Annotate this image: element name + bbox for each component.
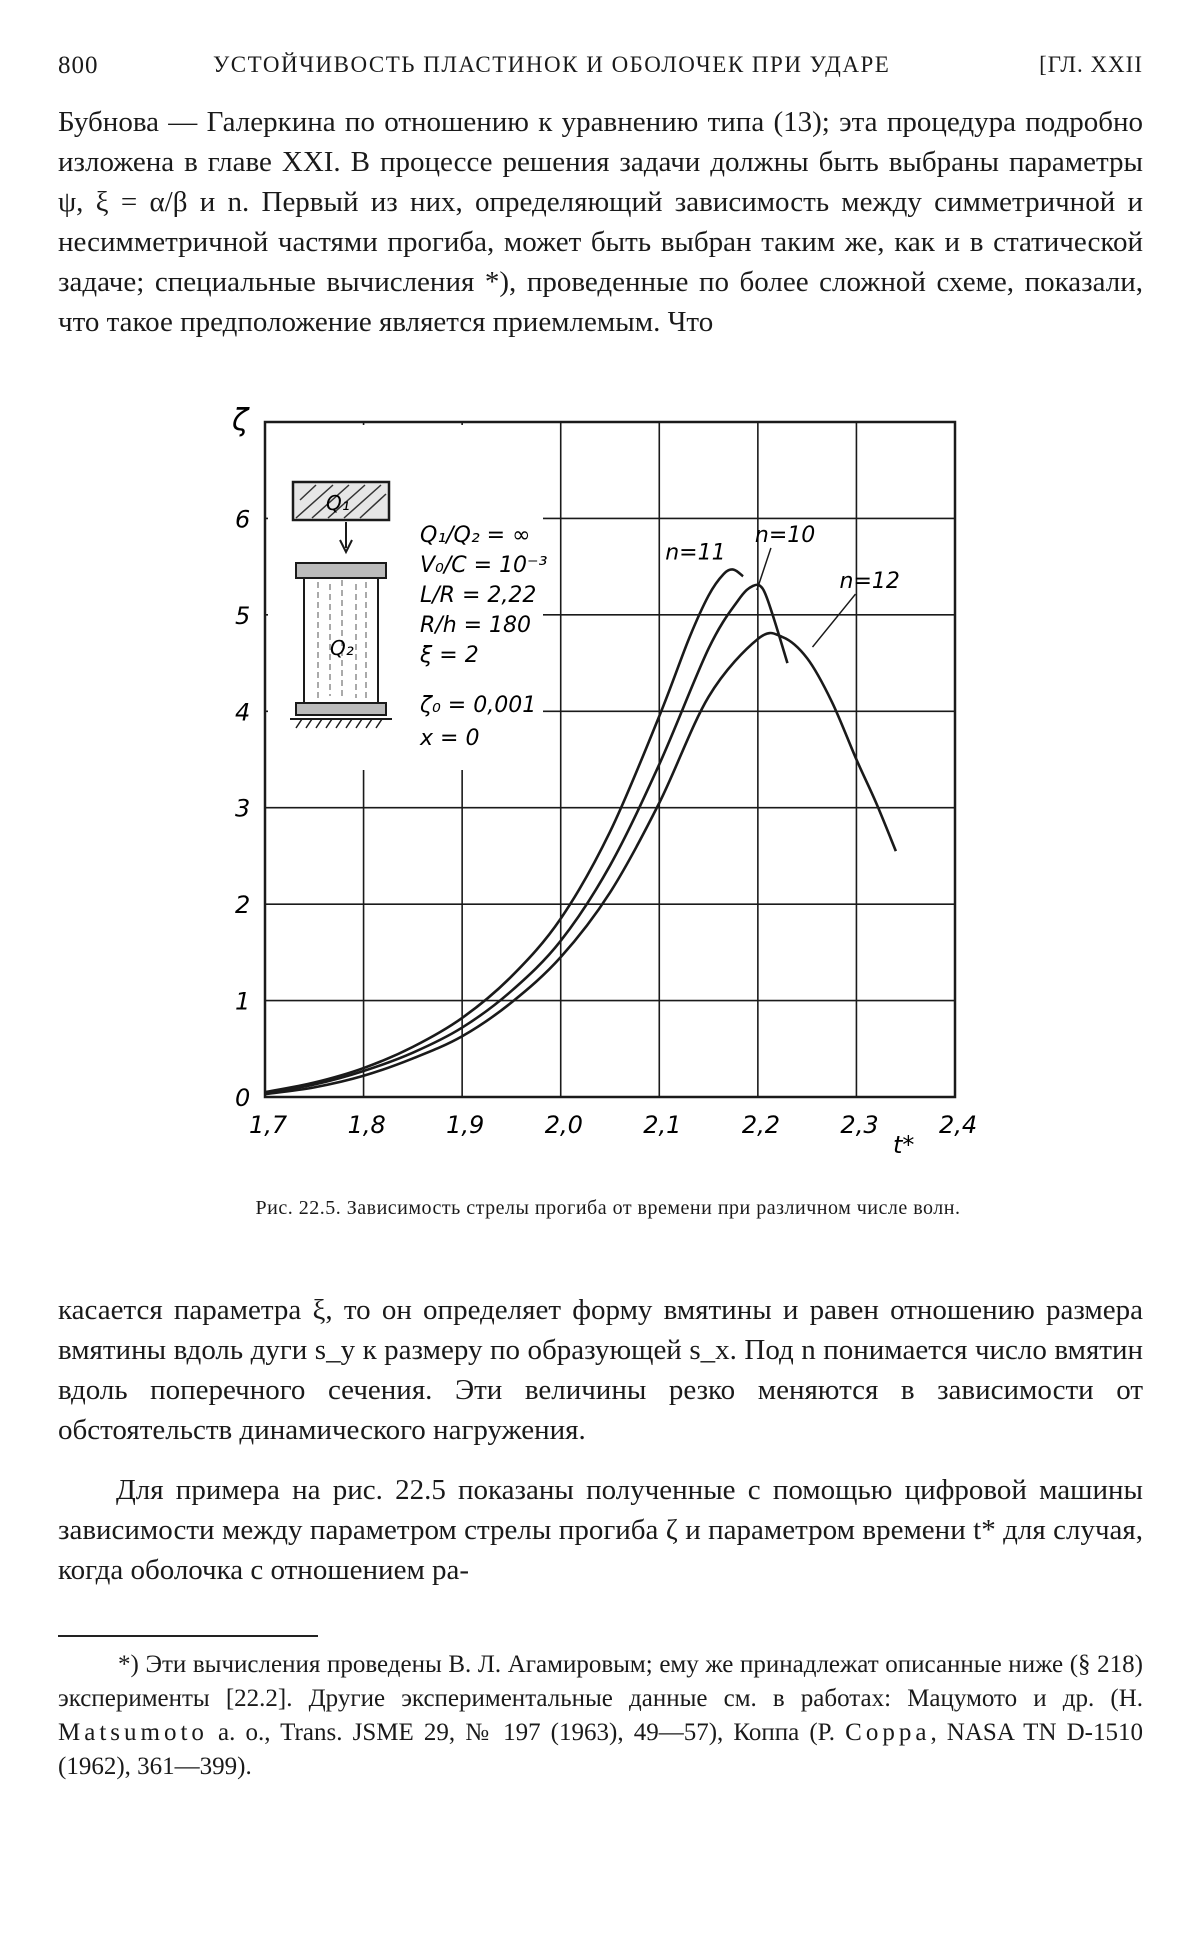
footnote-rule (58, 1635, 318, 1637)
footnote-author-coppa: Coppa (845, 1719, 931, 1746)
running-title: УСТОЙЧИВОСТЬ ПЛАСТИНОК И ОБОЛОЧЕК ПРИ УДАРЕ (213, 52, 891, 77)
x-tick-label: 2,2 (741, 1111, 781, 1139)
footnote-author-matsumoto: Matsumoto (58, 1719, 208, 1746)
y-tick-label: 6 (235, 505, 251, 534)
footnote-text-b: a. o., Trans. JSME 29, № 197 (1963), 49—57), Коппа (P. (207, 1719, 846, 1746)
curve-label-n-11: n=11 (665, 540, 726, 566)
paragraph-example: Для примера на рис. 22.5 показаны полученные с помощью цифровой машины зависимости между параметром стрелы прогиба ζ и параметром времени t* для случая, когда оболочка с отношением ра- (58, 1474, 1143, 1586)
curve-label-n-12: n=12 (839, 569, 900, 595)
param-xi: ξ = 2 (420, 643, 479, 668)
x-tick-label: 2,0 (544, 1111, 583, 1139)
x-tick-label: 2,1 (643, 1111, 682, 1139)
shell-label: Q₂ (330, 636, 354, 660)
y-tick-label: 2 (235, 891, 251, 920)
y-tick-label: 4 (235, 698, 251, 727)
curve-label-leader (757, 548, 771, 590)
footnote-text-a: *) Эти вычисления проведены В. Л. Агамировым; ему же принадлежат описанные ниже (§ 218) эксперименты [22.2]. Другие экспериментальные данные см. в работах: Мацумото и др. (H. (58, 1651, 1143, 1712)
param-mass-ratio: Q₁/Q₂ = ∞ (420, 523, 531, 548)
x-tick-label: 2,3 (840, 1111, 879, 1139)
y-tick-label: 1 (235, 987, 251, 1016)
chapter-label: [ГЛ. XXII (1039, 52, 1143, 77)
param-l-over-r: L/R = 2,22 (420, 583, 537, 608)
x-axis-label: t* (893, 1131, 915, 1159)
x-tick-label: 1,9 (446, 1111, 485, 1139)
paragraph-xi-definition: касается параметра ξ, то он определяет форму вмятины и равен отношению размера вмятины вдоль дуги s_y к размеру по образующей s_x. Под n понимается число вмятин вдоль поперечного сечения. Эти величины резко меняются в зависимости от обстоятельств динамического нагружения. (58, 1294, 1143, 1446)
footnote-text-c: , NASA TN D-1510 (1962), 361—399). (58, 1719, 1143, 1780)
x-tick-label: 2,4 (939, 1111, 978, 1139)
shell-diagram (290, 563, 392, 728)
curve-labels (665, 523, 900, 647)
param-r-over-h: R/h = 180 (420, 613, 532, 638)
x-tick-label: 1,7 (249, 1111, 288, 1139)
y-tick-label: 0 (235, 1084, 251, 1112)
x-tick-label: 1,8 (347, 1111, 386, 1139)
param-velocity: V₀/C = 10⁻³ (420, 553, 548, 578)
footnote (58, 1648, 1143, 1784)
y-tick-label: 3 (235, 794, 251, 823)
y-axis-label: ζ (232, 403, 249, 438)
page-number: 800 (58, 52, 99, 79)
impactor-label: Q₁ (326, 491, 350, 515)
param-x: x = 0 (420, 726, 480, 751)
parameter-list (419, 523, 548, 751)
param-zeta0: ζ₀ = 0,001 (420, 693, 537, 718)
figure-caption: Рис. 22.5. Зависимость стрелы прогиба от времени при различном числе волн. (255, 1197, 961, 1219)
y-tick-label: 5 (235, 601, 251, 630)
curve-label-leader (813, 594, 856, 647)
curve-label-n-10: n=10 (754, 522, 816, 548)
paragraph-intro: Бубнова — Галеркина по отношению к уравнению типа (13); эта процедура подробно изложена в главе XXI. В процессе решения задачи должны быть выбраны параметры ψ, ξ = α/β и n. Первый из них, определяющий зависимость между симметричной и несимметричной частями прогиба, может быть выбран таким же, как и в статической задаче; специальные вычисления *), проведенные по более сложной схеме, показали, что такое предположение является приемлемым. Что (58, 106, 1143, 338)
